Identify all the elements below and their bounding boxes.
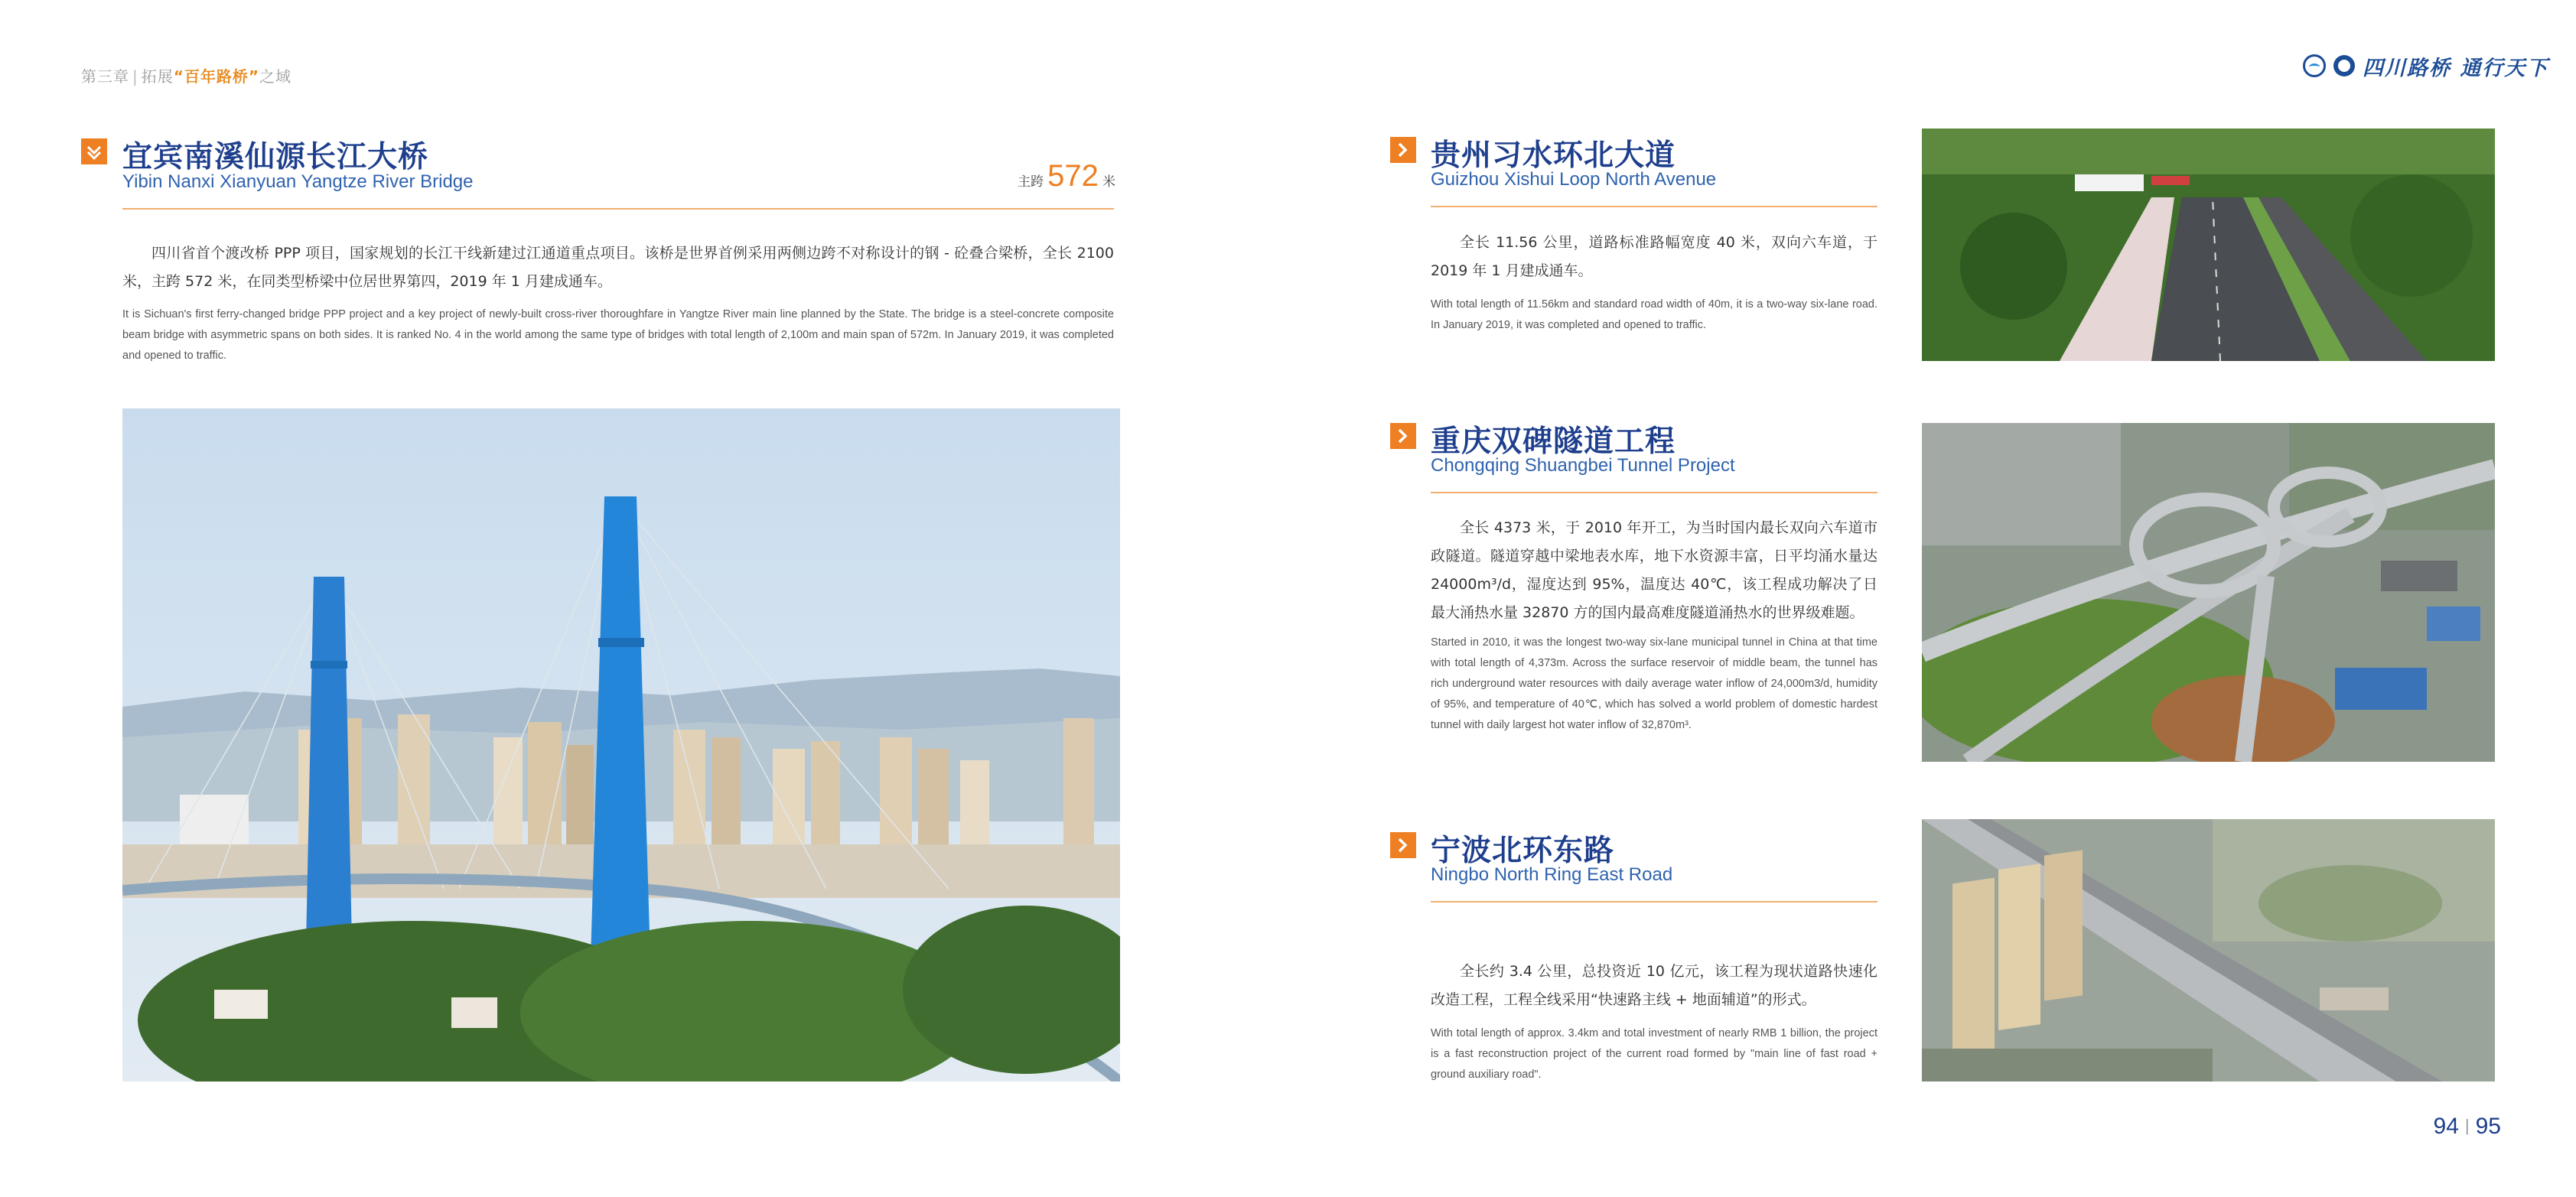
- section-body-en: Started in 2010, it was the longest two-way six-lane municipal tunnel in China at that time with total length of 4,373m. Across the surface reservoir of middle beam, the tunnel has rich underground water resources with daily average water inflow of 24,000m3/d, humidity of 95%, and temperature of 40℃, which has solved a world problem of domestic hardest tunnel with daily largest hot water inflow of 32,870m³.: [1431, 636, 1877, 731]
- section-marker-icon: [81, 138, 107, 164]
- section-body-en: With total length of approx. 3.4km and total investment of nearly RMB 1 billion, the project is a fast reconstruction project of the current road formed by "main line of fast road + ground auxiliary road".: [1431, 1027, 1877, 1081]
- group-emblem-icon: [2333, 55, 2355, 76]
- page-number-left: 94: [2433, 1114, 2459, 1139]
- interchange-photo: [1922, 423, 2495, 762]
- main-span-unit: 米: [1102, 174, 1115, 190]
- section-divider: [1431, 901, 1877, 903]
- section-subtitle: Ningbo North Ring East Road: [1431, 864, 1673, 885]
- section-marker-icon: [1390, 423, 1416, 449]
- page-number-separator: |: [2464, 1116, 2470, 1135]
- section-subtitle: Yibin Nanxi Xianyuan Yangtze River Bridge: [122, 171, 474, 192]
- section-title: 贵州习水环北大道: [1431, 138, 1676, 173]
- section-body-cn: 四川省首个渡改桥 PPP 项目，国家规划的长江干线新建过江通道重点项目。该桥是世界首例采用两侧边跨不对称设计的钢 - 砼叠合梁桥，全长 2100 米，主跨 572 米，在同类型桥梁中位居世界第四，2019 年 1 月建成通车。: [122, 245, 1114, 290]
- section-marker-icon: [1390, 832, 1416, 858]
- section-subtitle: Chongqing Shuangbei Tunnel Project: [1431, 455, 1735, 476]
- main-span-value: 572: [1047, 159, 1099, 193]
- section-marker-icon: [1390, 137, 1416, 163]
- page-number-right: 95: [2475, 1114, 2501, 1139]
- section-title: 重庆双碑隧道工程: [1431, 424, 1676, 459]
- chapter-number: 第三章: [81, 67, 129, 86]
- company-emblem-icon: [2303, 54, 2326, 77]
- section-title: 宜宾南溪仙源长江大桥: [122, 140, 429, 174]
- section-body-cn: 全长 11.56 公里，道路标准路幅宽度 40 米，双向六车道，于 2019 年 1 月建成通车。: [1431, 234, 1877, 279]
- road-photo: [1922, 128, 2495, 361]
- main-span-stat: [1018, 159, 1115, 194]
- brand-logo: [2303, 52, 2548, 80]
- section-title: 宁波北环东路: [1431, 834, 1615, 868]
- chapter-title-part: 拓展: [141, 67, 174, 86]
- section-body-cn: 全长 4373 米，于 2010 年开工，为当时国内最长双向六车道市政隧道。隧道穿越中梁地表水库，地下水资源丰富，日平均涌水量达 24000m³/d，湿度达到 95%，温度达 40℃，该工程成功解决了日最大涌热水量 32870 方的国内最高难度隧道涌热水的世界级难题。: [1431, 519, 1877, 621]
- breadcrumb-separator: |: [132, 67, 138, 86]
- section-divider: [1431, 492, 1877, 493]
- section-subtitle: Guizhou Xishui Loop North Avenue: [1431, 169, 1717, 190]
- section-body-en: It is Sichuan's first ferry-changed bridge PPP project and a key project of newly-built cross-river thoroughfare in Yangtze River main line planned by the State. The bridge is a steel-concrete composite beam bridge with asymmetric spans on both sides. It is ranked No. 4 in the world among the same type of bridges with total length of 2,100m and main span of 572m. In January 2019, it was completed and opened to traffic.: [122, 308, 1114, 362]
- section-divider: [1431, 206, 1877, 207]
- chapter-highlight: “百年路桥”: [173, 67, 260, 86]
- brand-slogan: 四川路桥 通行天下: [2363, 56, 2549, 80]
- main-span-label: 主跨: [1018, 174, 1044, 190]
- bridge-photo: [122, 408, 1120, 1082]
- chapter-breadcrumb: [81, 64, 291, 86]
- section-body-en: With total length of 11.56km and standard road width of 40m, it is a two-way six-lane road. In January 2019, it was completed and opened to traffic.: [1431, 298, 1877, 331]
- page-numbers: [2434, 1114, 2501, 1140]
- ring-road-photo: [1922, 819, 2495, 1082]
- section-body-cn: 全长约 3.4 公里，总投资近 10 亿元，该工程为现状道路快速化改造工程，工程全线采用“快速路主线 + 地面辅道”的形式。: [1431, 963, 1877, 1008]
- section-divider: [122, 208, 1114, 210]
- chapter-title-suffix: 之域: [259, 67, 292, 86]
